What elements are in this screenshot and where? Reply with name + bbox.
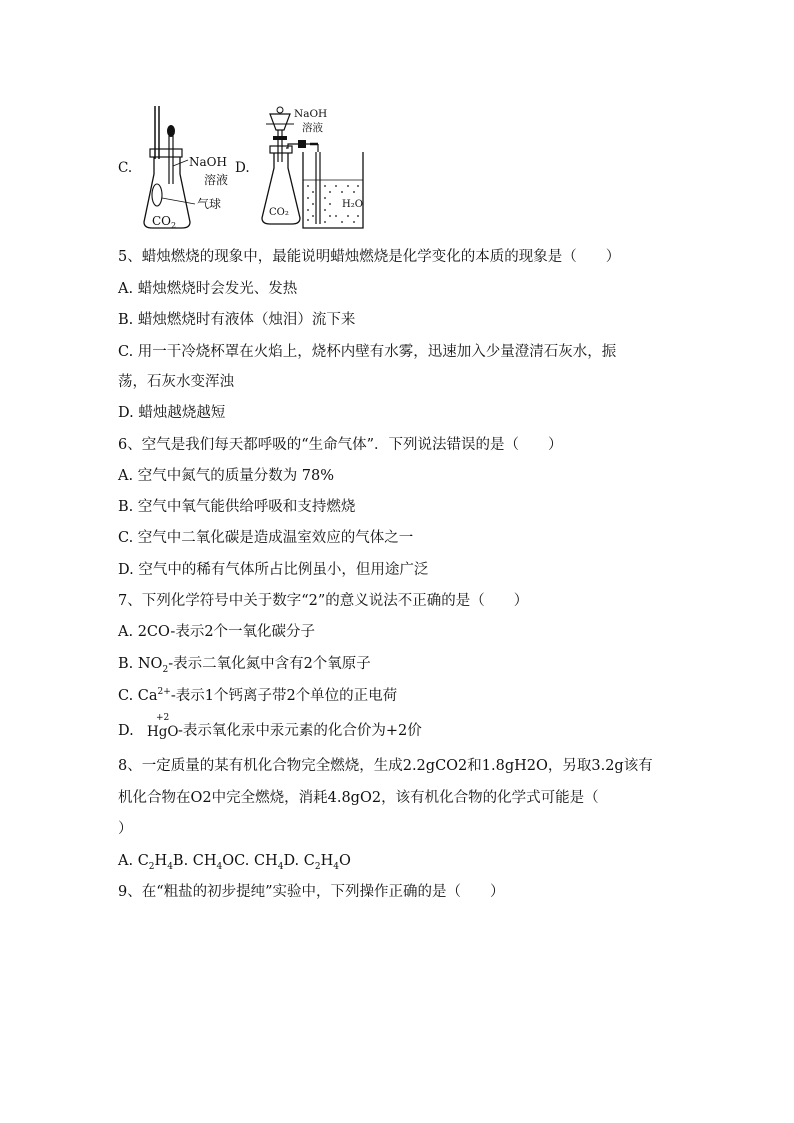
q7-option-d-text: -表示氧化汞中汞元素的化合价为+2价 (178, 723, 422, 739)
q6-option-c: C. 空气中二氧化碳是造成温室效应的气体之一 (118, 530, 414, 546)
d-h2o-text: H₂O (342, 199, 363, 210)
q6-option-d: D. 空气中的稀有气体所占比例虽小，但用途广泛 (118, 562, 429, 578)
q7-option-b: B. $NO_2-$表示二氧化氮中含有2个氧原子 (118, 656, 371, 675)
figure-d-flask-beaker-apparatus (258, 100, 378, 234)
q8-line2: 机化合物在O2中完全燃烧，消耗4.8gO2，该有机化合物的化学式可能是（ (118, 790, 599, 806)
q7-option-d: D. (118, 723, 134, 739)
q7-option-a: A. 2CO-表示2个一氧化碳分子 (118, 624, 316, 640)
q5-option-c-line1: C. 用一干冷烧杯罩在火焰上，烧杯内壁有水雾，迅速加入少量澄清石灰水，振 (118, 344, 617, 360)
q5-option-c-line2: 荡，石灰水变浑浊 (118, 374, 234, 390)
c-solution-text: 溶液 (204, 173, 229, 187)
c-balloon-text: 气球 (197, 197, 222, 211)
q5-option-a: A. 蜡烛燃烧时会发光、发热 (118, 281, 298, 297)
q5-stem: 5、蜡烛燃烧的现象中，最能说明蜡烛燃烧是化学变化的本质的现象是（ ） (118, 249, 621, 265)
option-c-label: C. (118, 160, 133, 176)
q9-stem: 9、在“粗盐的初步提纯”实验中，下列操作正确的是（ ） (118, 884, 505, 900)
q8-options: A. $C_2H_4B$. $CH_4OC$. $CH_4D$. $C_2H_4O$ (118, 853, 351, 872)
q8-line1: 8、一定质量的某有机化合物完全燃烧，生成2.2gCO2和1.8gH2O，另取3.2g该有 (118, 758, 653, 774)
d-co2-text: CO₂ (269, 207, 289, 218)
q5-option-b: B. 蜡烛燃烧时有液体（烛泪）流下来 (118, 312, 356, 328)
q6-stem: 6、空气是我们每天都呼吸的“生命气体”．下列说法错误的是（ ） (118, 437, 563, 453)
c-naoh-text: NaOH (189, 155, 227, 169)
d-solution-text: 溶液 (302, 122, 323, 134)
q6-option-a: A. 空气中氮气的质量分数为 78% (118, 468, 335, 484)
q7-hg-valence: +2 (156, 713, 170, 723)
q8-line3: ） (118, 821, 133, 837)
q7-hgo-formula: +2 HgO (147, 713, 179, 740)
q7-option-c: C. $Ca^{2+}-$表示1个钙离子带2个单位的正电荷 (118, 687, 398, 704)
c-co2-text: $CO_2$ (152, 214, 177, 230)
q6-option-b: B. 空气中氧气能供给呼吸和支持燃烧 (118, 499, 356, 515)
figure-c-flask-apparatus (140, 104, 235, 232)
q5-option-d: D. 蜡烛越烧越短 (118, 405, 226, 421)
option-d-label: D. (235, 160, 250, 176)
d-naoh-text: NaOH (294, 108, 328, 120)
q7-stem: 7、下列化学符号中关于数字“2”的意义说法不正确的是（ ） (118, 593, 529, 609)
